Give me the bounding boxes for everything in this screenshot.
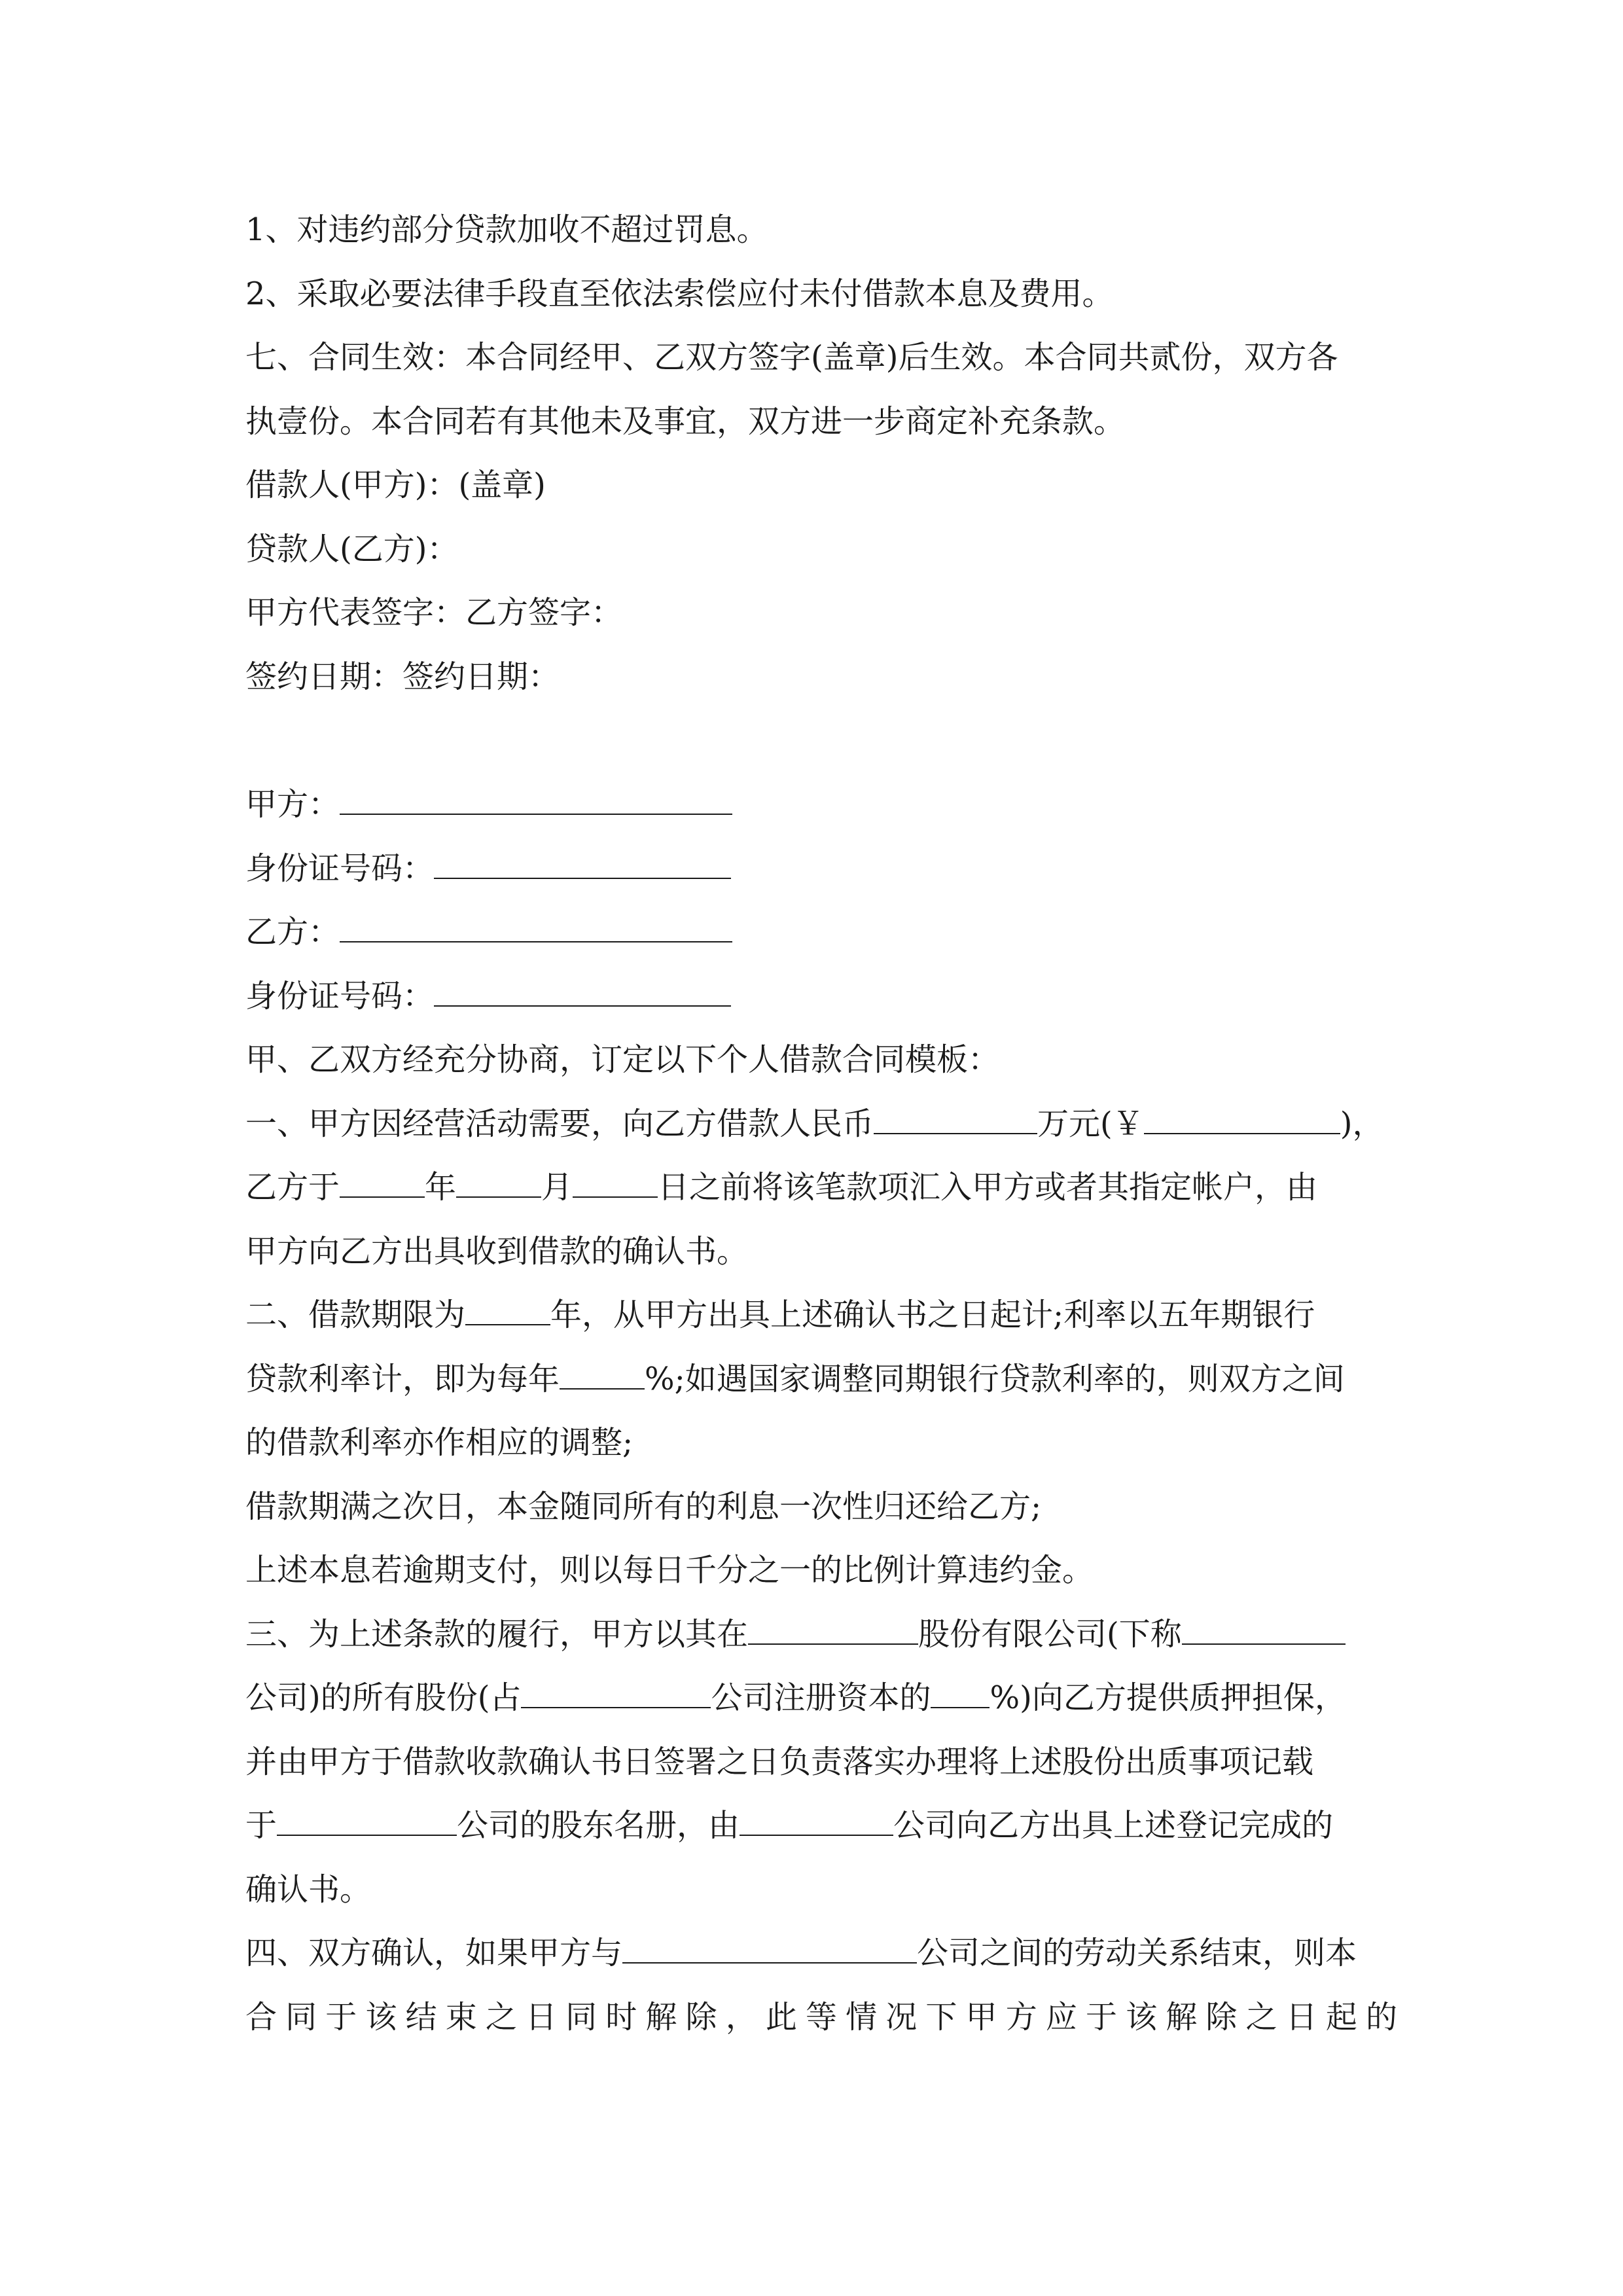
transfer-day-blank[interactable] [573,1168,658,1198]
text-line-borrower: 借款人(甲方)：(盖章) [245,467,546,503]
clause-3-text: 三、为上述条款的履行，甲方以其在 [245,1615,749,1653]
month-label: 月 [541,1169,573,1206]
clause-4-line-2: 合同于该结束之日同时解除，此等情况下甲方应于该解除之日起的 [245,1998,1397,2036]
text-line-effect-1: 七、合同生效：本合同经甲、乙双方签字(盖章)后生效。本合同共贰份，双方各 [245,339,1338,376]
clause-3-line-4 [245,1794,1397,1858]
party-b-id-field [245,965,1397,1029]
interest-rate-blank[interactable] [560,1359,645,1390]
share-percent-blank[interactable] [931,1678,990,1708]
party-b-blank[interactable] [340,912,732,942]
share-ratio-company-blank[interactable] [521,1678,711,1708]
company-name-blank[interactable] [748,1615,918,1645]
clause-2-line-5: 上述本息若逾期支付，则以每日千分之一的比例计算违约金。 [245,1552,1094,1588]
clause-4-line-1 [245,1922,1397,1986]
clause-1-text-3: 日之前将该笔款项汇入甲方或者其指定帐户，由 [658,1169,1318,1206]
party-a-id-label: 身份证号码： [245,850,435,887]
contract-text-main [245,773,1397,2049]
clause-1-line-3: 甲方向乙方出具收到借款的确认书。 [245,1232,749,1270]
clause-1-text: 一、甲方因经营活动需要，向乙方借款人民币 [245,1105,874,1142]
clause-4-text-2: 公司之间的劳动关系结束，则本 [917,1935,1357,1971]
clause-3-text-5: %)向乙方提供质押担保， [990,1679,1346,1716]
text-line-lender: 贷款人(乙方)： [245,530,459,567]
clause-3-text-8: 公司向乙方出具上述登记完成的 [893,1807,1334,1844]
party-b-label: 乙方： [245,914,340,950]
employer-company-blank[interactable] [622,1933,917,1964]
text-line-legal-action: 2、采取必要法律手段直至依法索偿应付未付借款本息及费用。 [245,275,1114,312]
party-a-id-field [245,837,1397,901]
clause-3-line-5: 确认书。 [245,1871,372,1908]
clause-2-line-2 [245,1348,1397,1412]
clause-2-text-3: 贷款利率计，即为每年 [245,1360,560,1397]
clause-2-text-4: %;如遇国家调整同期银行贷款利率的，则双方之间 [645,1360,1345,1397]
transfer-month-blank[interactable] [456,1168,541,1198]
clause-1-line-2 [245,1156,1397,1220]
text-line-sign-dates: 签约日期：签约日期： [245,658,560,695]
party-b-id-label: 身份证号码： [245,977,435,1014]
party-a-field [245,773,1397,837]
transfer-year-blank[interactable] [340,1168,425,1198]
loan-amount-figure-blank[interactable] [1144,1104,1340,1134]
clause-3-line-2 [245,1666,1397,1731]
party-a-label: 甲方： [245,786,340,823]
clause-3-line-1 [245,1603,1397,1667]
clause-1-text-2: 乙方于 [245,1169,340,1206]
text-line-signatures: 甲方代表签字：乙方签字： [245,594,623,631]
clause-1-close: )， [1340,1105,1384,1142]
text-line-intro: 甲、乙双方经充分协商，订定以下个人借款合同模板： [245,1041,1000,1078]
loan-amount-blank[interactable] [874,1104,1037,1134]
clause-2-line-4: 借款期满之次日，本金随同所有的利息一次性归还给乙方; [245,1488,1042,1525]
clause-1-unit: 万元(￥ [1037,1105,1144,1142]
clause-3-line-3: 并由甲方于借款收款确认书日签署之日负责落实办理将上述股份出质事项记载 [245,1743,1314,1780]
register-company-blank[interactable] [277,1806,457,1836]
party-b-field [245,901,1397,965]
text-line-effect-2: 执壹份。本合同若有其他未及事宜，双方进一步商定补充条款。 [245,403,1126,440]
issuing-company-blank[interactable] [740,1806,893,1836]
contract-text-top [245,198,1397,709]
clause-2-line-3: 的借款利率亦作相应的调整; [245,1424,633,1461]
clause-3-text-3: 公司)的所有股份(占 [245,1679,522,1716]
clause-3-text-6: 于 [245,1807,277,1844]
clause-3-text-7: 公司的股东名册，由 [457,1807,740,1844]
party-a-id-blank[interactable] [434,849,731,879]
company-short-name-blank[interactable] [1182,1615,1346,1645]
party-b-id-blank[interactable] [434,977,731,1007]
clause-3-text-2: 股份有限公司(下称 [918,1615,1182,1653]
clause-2-text: 二、借款期限为 [245,1297,466,1333]
clause-1-line-1 [245,1092,1397,1157]
loan-term-blank[interactable] [465,1295,550,1325]
clause-2-line-1 [245,1283,1397,1348]
clause-3-text-4: 公司注册资本的 [711,1679,931,1716]
party-a-blank[interactable] [340,785,732,815]
clause-4-text: 四、双方确认，如果甲方与 [245,1935,623,1971]
text-line-penalty: 1、对违约部分贷款加收不超过罚息。 [245,211,768,248]
clause-2-text-2: 年，从甲方出具上述确认书之日起计;利率以五年期银行 [550,1297,1315,1333]
year-label: 年 [425,1169,457,1206]
